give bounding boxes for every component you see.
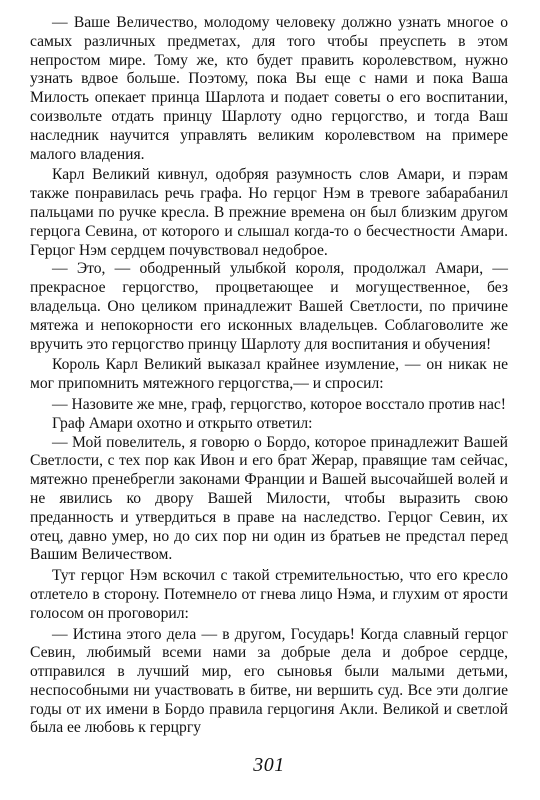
paragraph: Король Карл Великий выказал крайнее изумление, — он никак не мог припомнить мятежного герцогства,— и спросил: [30,356,508,393]
paragraph: — Истина этого дела — в другом, Государь! Когда славный герцог Севин, любимый всеми нами за добрые дела и доброе сердце, отправился в лучший мир, его сыновья были малыми детьми, неспособными ни участвовать в битве, ни вершить суд. Все эти долгие годы от их имени в Бордо правила герцогиня Акли. Великой и светлой была ее любовь к герцргу [30,625,508,737]
paragraph: — Ваше Величество, молодому человеку должно узнать многое о самых различных предметах, для того чтобы преуспеть в этом непростом мире. Тому же, кто будет править королевством, нужно узнать вдвое больше. Поэтому, пока Вы еще с нами и пока Ваша Милость опекает принца Шарлота и подает советы о его воспитании, соизвольте отдать принцу Шарлоту одно герцогство, и тогда Ваш наследник научится управлять великим королевством на примере малого владения. [30,14,508,163]
paragraph: — Мой повелитель, я говорю о Бордо, которое принадлежит Вашей Светлости, с тех пор как Ивон и его брат Жерар, правящие там сейчас, мятежно пренебрегли законами Франции и Вашей высочайшей волей и не явились ко двору Вашей Милости, чтобы выразить свою преданность и утвердиться в праве на наследство. Герцог Севин, их отец, давно умер, но до сих пор ни один из братьев не предстал перед Вашим Величеством. [30,433,508,564]
paragraph: Карл Великий кивнул, одобряя разумность слов Амари, и пэрам также понравилась речь графа. Но герцог Нэм в тревоге забарабанил пальцами по ручке кресла. В прежние времена он был близким другом герцога Севина, от которого и слышал когда-то о бесчестности Амари. Герцог Нэм сердцем почувствовал недоброе. [30,166,508,259]
page-body [30,14,508,738]
book-page [30,14,508,786]
paragraph: — Назовите же мне, граф, герцогство, которое восстало против нас! [52,395,506,413]
page-number: 301 [253,754,285,776]
paragraph: — Это, — ободренный улыбкой короля, продолжал Амари, — прекрасное герцогство, процветающее и могущественное, без владельца. Оно целиком принадлежит Вашей Светлости, по причине мятежа и непокорности его исконных владельцев. Соблаговолите же вручить это герцогство принцу Шарлоту для воспитания и обучения! [30,260,508,353]
paragraph: Граф Амари охотно и открыто ответил: [52,414,313,432]
paragraph: Тут герцог Нэм вскочил с такой стремительностью, что его кресло отлетело в сторону. Потемнело от гнева лицо Нэма, и глухим от ярости голосом он проговорил: [30,567,508,622]
